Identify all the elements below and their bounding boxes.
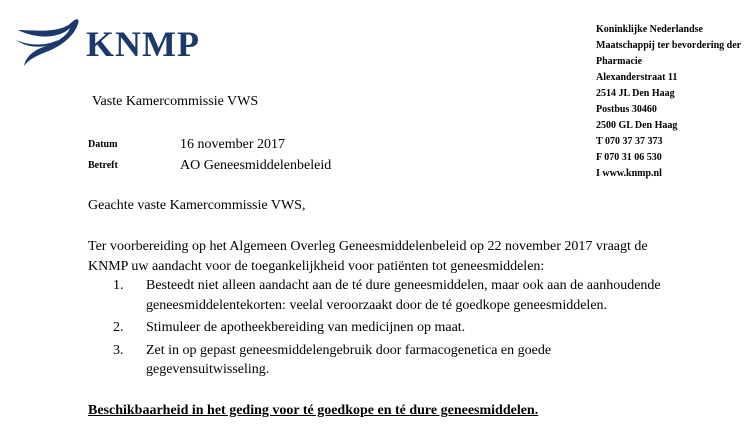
org-phone: T 070 37 37 373 [596,136,663,147]
datum-label: Datum [88,139,118,150]
org-line: Maatschappij ter bevordering der [596,40,742,51]
betreft-value: AO Geneesmiddelenbeleid [180,158,332,173]
org-line: Alexanderstraat 11 [596,72,678,83]
salutation: Geachte vaste Kamercommissie VWS, [88,198,306,213]
recipient: Vaste Kamercommissie VWS [92,94,259,109]
list-number: 2. [113,320,124,335]
datum-value: 16 november 2017 [180,137,285,152]
list-item-text: Besteedt niet alleen aandacht aan de té dure geneesmiddelen, maar ook aan de aanhoudende [146,278,661,293]
intro-line: KNMP uw aandacht voor de toegankelijkheid voor patiënten tot geneesmiddelen: [88,258,545,274]
org-line: 2500 GL Den Haag [596,120,678,131]
list-item-text: Stimuleer de apotheekbereiding van medicijnen op maat. [146,320,466,335]
list-item-text: Zet in op gepast geneesmiddelengebruik door farmacogenetica en goede [146,342,552,358]
section-heading: Beschikbaarheid in het geding voor té goedkope en té dure geneesmiddelen. [88,403,539,418]
betreft-label: Betreft [88,160,118,171]
request-list [88,276,728,383]
org-line: Pharmacie [596,56,643,67]
intro-paragraph [88,237,728,276]
logo-wordmark: KNMP [86,24,200,64]
knmp-logo [16,16,216,66]
list-number: 1. [113,278,124,293]
org-fax: F 070 31 06 530 [596,152,662,163]
list-item-text: gegevensuitwisseling. [146,362,270,377]
list-item [88,276,728,315]
org-line: Koninklijke Nederlandse [596,24,703,35]
list-item [88,318,728,338]
org-line: Postbus 30460 [596,104,657,115]
knmp-swoosh-icon [16,16,82,66]
intro-line: Ter voorbereiding op het Algemeen Overleg Geneesmiddelenbeleid op 22 november 2017 vraagt de [88,239,648,254]
organization-address [596,22,744,182]
list-item-text: geneesmiddelentekorten: veelal veroorzaakt door de té goedkope geneesmiddelen. [146,297,608,313]
org-website: I www.knmp.nl [596,168,662,179]
list-number: 3. [113,342,124,358]
org-line: 2514 JL Den Haag [596,88,675,99]
list-item [88,341,728,380]
